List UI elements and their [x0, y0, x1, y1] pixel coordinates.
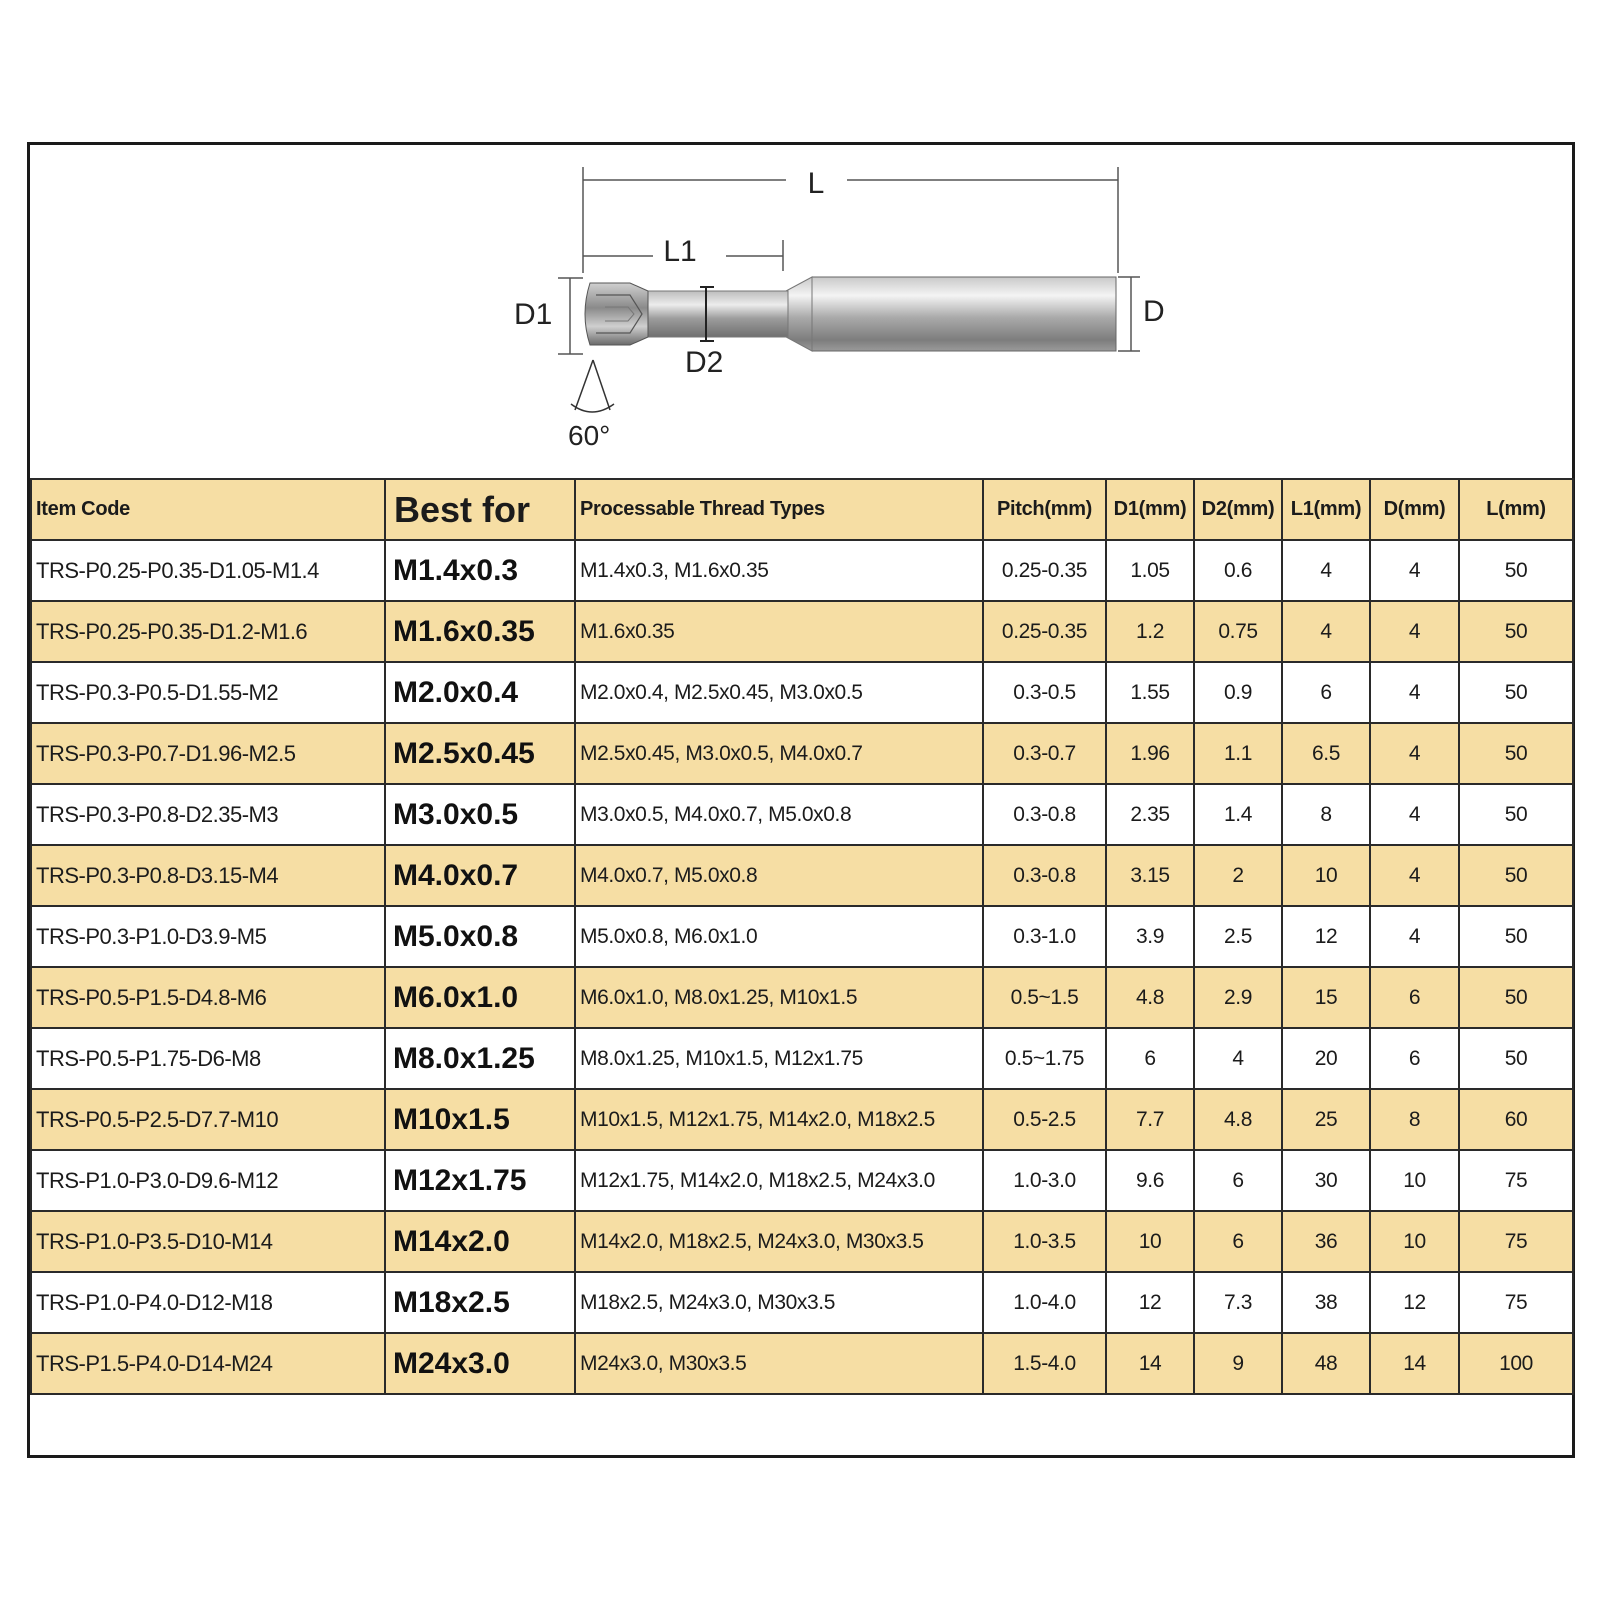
d: 4: [1370, 723, 1459, 784]
best-for: M8.0x1.25: [385, 1028, 575, 1089]
l: 50: [1459, 906, 1573, 967]
table-row: [31, 906, 1573, 967]
best-for: M1.4x0.3: [385, 540, 575, 601]
d1: 1.96: [1106, 723, 1194, 784]
l1: 6: [1282, 662, 1370, 723]
thread-types: M6.0x1.0, M8.0x1.25, M10x1.5: [575, 967, 983, 1028]
header-best-for: Best for: [385, 479, 575, 540]
pitch: 0.25-0.35: [983, 601, 1106, 662]
thread-types: M18x2.5, M24x3.0, M30x3.5: [575, 1272, 983, 1333]
d1: 7.7: [1106, 1089, 1194, 1150]
l1: 20: [1282, 1028, 1370, 1089]
pitch: 0.25-0.35: [983, 540, 1106, 601]
d1: 4.8: [1106, 967, 1194, 1028]
item-code: TRS-P0.3-P1.0-D3.9-M5: [31, 906, 385, 967]
l1: 4: [1282, 601, 1370, 662]
label-D: D: [1143, 295, 1165, 328]
thread-types: M3.0x0.5, M4.0x0.7, M5.0x0.8: [575, 784, 983, 845]
best-for: M6.0x1.0: [385, 967, 575, 1028]
l: 60: [1459, 1089, 1573, 1150]
d2: 7.3: [1194, 1272, 1282, 1333]
item-code: TRS-P0.3-P0.5-D1.55-M2: [31, 662, 385, 723]
d: 4: [1370, 601, 1459, 662]
table-row: [31, 1272, 1573, 1333]
label-angle: 60°: [568, 420, 611, 451]
d1: 9.6: [1106, 1150, 1194, 1211]
header-l1: L1(mm): [1282, 479, 1370, 540]
d1: 12: [1106, 1272, 1194, 1333]
l: 50: [1459, 967, 1573, 1028]
pitch: 0.5-2.5: [983, 1089, 1106, 1150]
item-code: TRS-P0.25-P0.35-D1.05-M1.4: [31, 540, 385, 601]
d2: 2.5: [1194, 906, 1282, 967]
spec-sheet: [27, 142, 1575, 1458]
l: 50: [1459, 1028, 1573, 1089]
table-row: [31, 601, 1573, 662]
table-row: [31, 1211, 1573, 1272]
table-row: [31, 1089, 1573, 1150]
d2: 2.9: [1194, 967, 1282, 1028]
pitch: 0.5~1.75: [983, 1028, 1106, 1089]
item-code: TRS-P0.3-P0.8-D2.35-M3: [31, 784, 385, 845]
item-code: TRS-P0.3-P0.8-D3.15-M4: [31, 845, 385, 906]
pitch: 1.5-4.0: [983, 1333, 1106, 1394]
l1: 8: [1282, 784, 1370, 845]
d: 4: [1370, 906, 1459, 967]
table-row: [31, 540, 1573, 601]
d: 8: [1370, 1089, 1459, 1150]
d2: 4.8: [1194, 1089, 1282, 1150]
item-code: TRS-P0.5-P1.5-D4.8-M6: [31, 967, 385, 1028]
item-code: TRS-P0.3-P0.7-D1.96-M2.5: [31, 723, 385, 784]
d1: 1.2: [1106, 601, 1194, 662]
header-l: L(mm): [1459, 479, 1573, 540]
thread-types: M24x3.0, M30x3.5: [575, 1333, 983, 1394]
header-d1: D1(mm): [1106, 479, 1194, 540]
thread-types: M14x2.0, M18x2.5, M24x3.0, M30x3.5: [575, 1211, 983, 1272]
best-for: M2.5x0.45: [385, 723, 575, 784]
thread-types: M8.0x1.25, M10x1.5, M12x1.75: [575, 1028, 983, 1089]
pitch: 0.3-0.8: [983, 845, 1106, 906]
d2: 6: [1194, 1211, 1282, 1272]
item-code: TRS-P1.5-P4.0-D14-M24: [31, 1333, 385, 1394]
l: 50: [1459, 601, 1573, 662]
table-row: [31, 845, 1573, 906]
d1: 10: [1106, 1211, 1194, 1272]
l1: 12: [1282, 906, 1370, 967]
l1: 36: [1282, 1211, 1370, 1272]
l: 50: [1459, 784, 1573, 845]
d1: 3.15: [1106, 845, 1194, 906]
d2: 9: [1194, 1333, 1282, 1394]
d1: 2.35: [1106, 784, 1194, 845]
item-code: TRS-P0.5-P1.75-D6-M8: [31, 1028, 385, 1089]
table-row: [31, 662, 1573, 723]
header-thread-types: Processable Thread Types: [575, 479, 983, 540]
l: 75: [1459, 1272, 1573, 1333]
d2: 4: [1194, 1028, 1282, 1089]
d1: 1.05: [1106, 540, 1194, 601]
table-row: [31, 1028, 1573, 1089]
thread-types: M10x1.5, M12x1.75, M14x2.0, M18x2.5: [575, 1089, 983, 1150]
header-d: D(mm): [1370, 479, 1459, 540]
l: 50: [1459, 662, 1573, 723]
d: 10: [1370, 1150, 1459, 1211]
header-row: [31, 479, 1573, 540]
l1: 15: [1282, 967, 1370, 1028]
pitch: 1.0-4.0: [983, 1272, 1106, 1333]
item-code: TRS-P0.25-P0.35-D1.2-M1.6: [31, 601, 385, 662]
pitch: 1.0-3.5: [983, 1211, 1106, 1272]
d1: 6: [1106, 1028, 1194, 1089]
d: 6: [1370, 967, 1459, 1028]
best-for: M12x1.75: [385, 1150, 575, 1211]
d2: 6: [1194, 1150, 1282, 1211]
table-row: [31, 967, 1573, 1028]
best-for: M14x2.0: [385, 1211, 575, 1272]
header-d2: D2(mm): [1194, 479, 1282, 540]
pitch: 0.3-0.8: [983, 784, 1106, 845]
thread-types: M2.0x0.4, M2.5x0.45, M3.0x0.5: [575, 662, 983, 723]
d2: 0.9: [1194, 662, 1282, 723]
dim-D: [1118, 277, 1140, 351]
best-for: M4.0x0.7: [385, 845, 575, 906]
d1: 3.9: [1106, 906, 1194, 967]
l: 100: [1459, 1333, 1573, 1394]
l: 75: [1459, 1150, 1573, 1211]
best-for: M10x1.5: [385, 1089, 575, 1150]
thread-mill-drawing: [30, 145, 1572, 478]
item-code: TRS-P1.0-P3.0-D9.6-M12: [31, 1150, 385, 1211]
d: 4: [1370, 845, 1459, 906]
label-L1: L1: [663, 235, 697, 268]
angle-marker: [571, 360, 614, 412]
d2: 2: [1194, 845, 1282, 906]
table-row: [31, 723, 1573, 784]
label-L: L: [807, 167, 825, 200]
pitch: 0.5~1.5: [983, 967, 1106, 1028]
d: 4: [1370, 540, 1459, 601]
l: 50: [1459, 540, 1573, 601]
d1: 1.55: [1106, 662, 1194, 723]
thread-types: M2.5x0.45, M3.0x0.5, M4.0x0.7: [575, 723, 983, 784]
table-row: [31, 784, 1573, 845]
header-item-code: Item Code: [31, 479, 385, 540]
label-D1: D1: [514, 298, 553, 331]
d: 6: [1370, 1028, 1459, 1089]
d1: 14: [1106, 1333, 1194, 1394]
thread-types: M1.4x0.3, M1.6x0.35: [575, 540, 983, 601]
table-row: [31, 1150, 1573, 1211]
header-pitch: Pitch(mm): [983, 479, 1106, 540]
l1: 6.5: [1282, 723, 1370, 784]
d: 4: [1370, 662, 1459, 723]
best-for: M5.0x0.8: [385, 906, 575, 967]
l1: 4: [1282, 540, 1370, 601]
d: 4: [1370, 784, 1459, 845]
d2: 0.6: [1194, 540, 1282, 601]
best-for: M1.6x0.35: [385, 601, 575, 662]
thread-types: M5.0x0.8, M6.0x1.0: [575, 906, 983, 967]
dim-D1: [558, 278, 583, 354]
thread-types: M1.6x0.35: [575, 601, 983, 662]
tool-diagram: [30, 145, 1572, 480]
thread-types: M12x1.75, M14x2.0, M18x2.5, M24x3.0: [575, 1150, 983, 1211]
item-code: TRS-P0.5-P2.5-D7.7-M10: [31, 1089, 385, 1150]
pitch: 0.3-0.5: [983, 662, 1106, 723]
d: 14: [1370, 1333, 1459, 1394]
pitch: 1.0-3.0: [983, 1150, 1106, 1211]
l1: 38: [1282, 1272, 1370, 1333]
best-for: M3.0x0.5: [385, 784, 575, 845]
d: 12: [1370, 1272, 1459, 1333]
d2: 1.1: [1194, 723, 1282, 784]
pitch: 0.3-1.0: [983, 906, 1106, 967]
thread-types: M4.0x0.7, M5.0x0.8: [575, 845, 983, 906]
item-code: TRS-P1.0-P3.5-D10-M14: [31, 1211, 385, 1272]
best-for: M18x2.5: [385, 1272, 575, 1333]
best-for: M24x3.0: [385, 1333, 575, 1394]
pitch: 0.3-0.7: [983, 723, 1106, 784]
table-row: [31, 1333, 1573, 1394]
l1: 25: [1282, 1089, 1370, 1150]
l1: 10: [1282, 845, 1370, 906]
spec-table: [30, 478, 1574, 1395]
label-D2: D2: [685, 346, 724, 379]
l: 50: [1459, 723, 1573, 784]
l: 50: [1459, 845, 1573, 906]
d2: 1.4: [1194, 784, 1282, 845]
tool-body: [585, 277, 1116, 351]
l: 75: [1459, 1211, 1573, 1272]
best-for: M2.0x0.4: [385, 662, 575, 723]
l1: 30: [1282, 1150, 1370, 1211]
item-code: TRS-P1.0-P4.0-D12-M18: [31, 1272, 385, 1333]
l1: 48: [1282, 1333, 1370, 1394]
d: 10: [1370, 1211, 1459, 1272]
d2: 0.75: [1194, 601, 1282, 662]
